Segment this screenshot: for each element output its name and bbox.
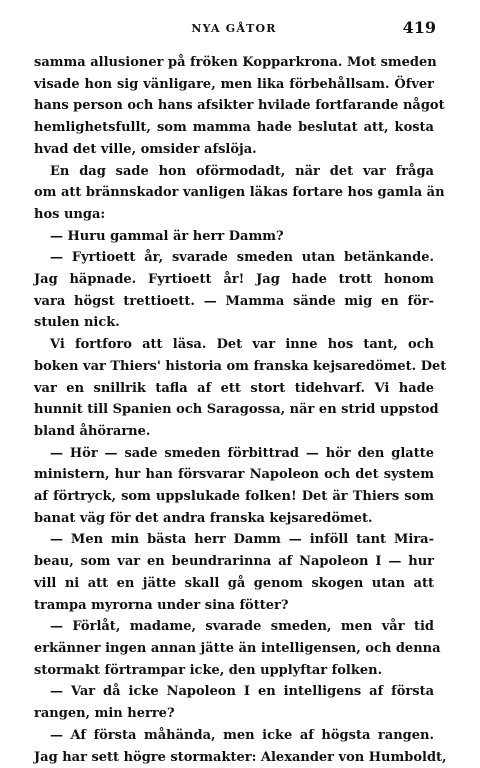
text-line: boken var Thiers' historia om franska kejsaredömet. Det bbox=[34, 356, 434, 378]
paragraph bbox=[34, 52, 434, 161]
page-number: 419 bbox=[403, 18, 436, 37]
text-line: beau, som var en beundrarinna af Napoleon I — hur bbox=[34, 551, 434, 573]
body-text bbox=[34, 52, 434, 768]
text-line: var en snillrik tafla af ett stort tidehvarf. Vi hade bbox=[34, 378, 434, 400]
text-line: — Hör — sade smeden förbittrad — hör den glatte bbox=[34, 443, 434, 465]
text-line: Jag häpnade. Fyrtioett år! Jag hade trott honom bbox=[34, 269, 434, 291]
text-line: af förtryck, som uppslukade folken! Det är Thiers som bbox=[34, 486, 434, 508]
paragraph bbox=[34, 161, 434, 226]
text-line: stulen nick. bbox=[34, 312, 434, 334]
text-line: — Fyrtioett år, svarade smeden utan betänkande. bbox=[34, 247, 434, 269]
text-line: visade hon sig vänligare, men lika förbehållsam. Öfver bbox=[34, 74, 434, 96]
text-line: Jag har sett högre stormakter: Alexander von Humboldt, bbox=[34, 747, 434, 768]
text-line: rangen, min herre? bbox=[34, 703, 434, 725]
text-line: Vi fortforo att läsa. Det var inne hos tant, och bbox=[34, 334, 434, 356]
text-line: samma allusioner på fröken Kopparkrona. Mot smeden bbox=[34, 52, 434, 74]
running-title: NYA GÅTOR bbox=[34, 22, 434, 35]
text-line: hunnit till Spanien och Saragossa, när en strid uppstod bbox=[34, 399, 434, 421]
text-line: — Huru gammal är herr Damm? bbox=[34, 226, 434, 248]
paragraph bbox=[34, 681, 434, 724]
paragraph bbox=[34, 226, 434, 248]
text-line: En dag sade hon oförmodadt, när det var fråga bbox=[34, 161, 434, 183]
text-line: — Var då icke Napoleon I en intelligens af första bbox=[34, 681, 434, 703]
paragraph bbox=[34, 247, 434, 334]
paragraph bbox=[34, 616, 434, 681]
book-page bbox=[34, 18, 434, 768]
text-line: hemlighetsfullt, som mamma hade beslutat att, kosta bbox=[34, 117, 434, 139]
text-line: hans person och hans afsikter hvilade fortfarande något bbox=[34, 95, 434, 117]
paragraph bbox=[34, 443, 434, 530]
text-line: bland åhörarne. bbox=[34, 421, 434, 443]
text-line: hos unga: bbox=[34, 204, 434, 226]
paragraph bbox=[34, 725, 434, 768]
text-line: erkänner ingen annan jätte än intelligensen, och denna bbox=[34, 638, 434, 660]
text-line: — Af första måhända, men icke af högsta rangen. bbox=[34, 725, 434, 747]
text-line: — Men min bästa herr Damm — inföll tant Mira- bbox=[34, 529, 434, 551]
text-line: — Förlåt, madame, svarade smeden, men vår tid bbox=[34, 616, 434, 638]
text-line: om att brännskador vanligen läkas fortare hos gamla än bbox=[34, 182, 434, 204]
page-header bbox=[34, 18, 434, 52]
text-line: trampa myrorna under sina fötter? bbox=[34, 595, 434, 617]
text-line: ministern, hur han försvarar Napoleon och det system bbox=[34, 464, 434, 486]
text-line: vill ni att en jätte skall gå genom skogen utan att bbox=[34, 573, 434, 595]
paragraph bbox=[34, 529, 434, 616]
text-line: stormakt förtrampar icke, den upplyftar folken. bbox=[34, 660, 434, 682]
text-line: vara högst trettioett. — Mamma sände mig en för- bbox=[34, 291, 434, 313]
paragraph bbox=[34, 334, 434, 443]
text-line: hvad det ville, omsider afslöja. bbox=[34, 139, 434, 161]
text-line: banat väg för det andra franska kejsaredömet. bbox=[34, 508, 434, 530]
